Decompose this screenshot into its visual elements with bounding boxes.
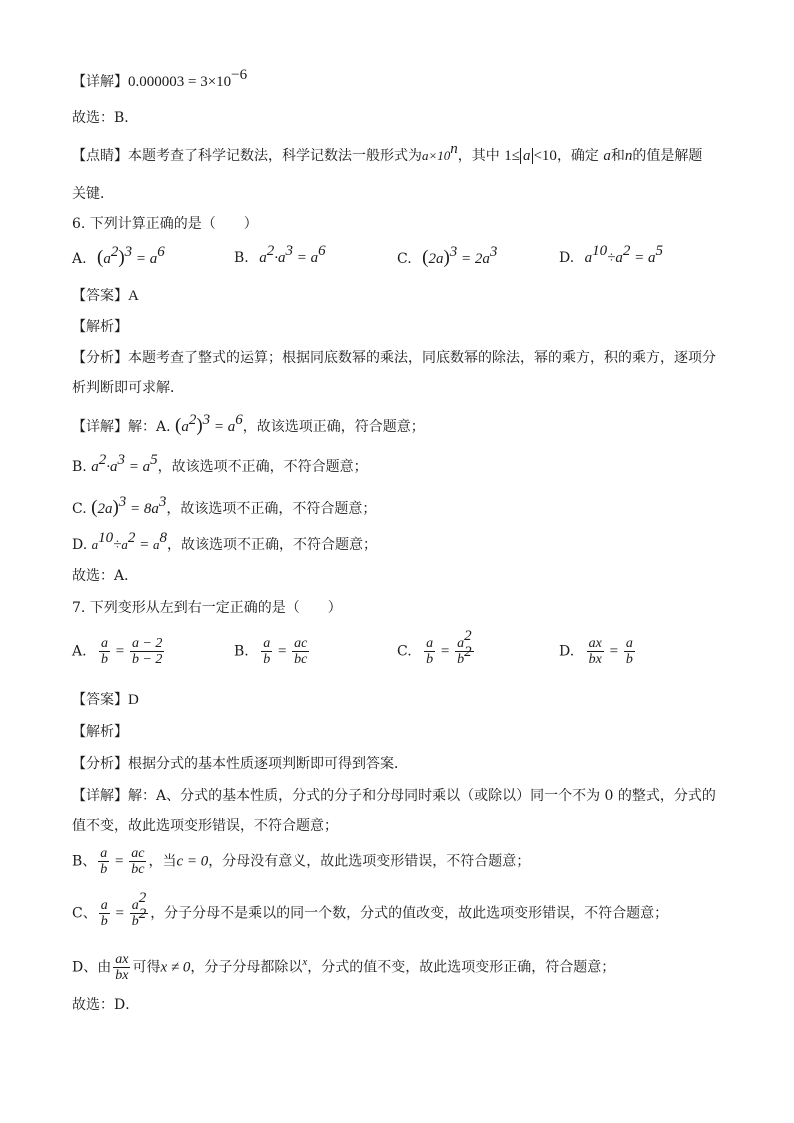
q7-answer: 【答案】D — [72, 692, 139, 708]
point-text: 本题考查了科学记数法，科学记数法一般形式为 — [128, 148, 422, 164]
point-math: <10 — [533, 148, 557, 164]
q5-conclusion: 故选：B． — [72, 110, 139, 126]
point-math: a×10 — [422, 148, 451, 163]
point-text: ，确定 — [556, 148, 599, 164]
option-label: D. — [559, 250, 575, 266]
q7-detail-a-2: 值不变，故此选项变形错误，不符合题意； — [72, 818, 338, 834]
option-label: C. — [397, 251, 412, 267]
q7-detail-c: C、 $\frac{a}{b}$ = $\frac{a^2}{b^2}$ ，分子分母不是乘以的同一个数，分式的值改变，故此选项变形错误，不符合题意； — [72, 890, 669, 929]
q6-analysis-tag: 【解析】 — [72, 319, 128, 335]
q5-point-line — [72, 141, 703, 166]
detail-tag: 【详解】 — [72, 74, 128, 90]
q6-detail-d: D. $a^{10}\div a^2 = a^8$，故该选项不正确，不符合题意； — [72, 530, 377, 553]
q7-detail-b: B、 $\frac{a}{b}$ = $\frac{ac}{bc}$ ，当c = 0，分母没有意义，故此选项变形错误，不符合题意； — [72, 846, 531, 877]
q7-stem: 7. 下列变形从左到右一定正确的是（ ） — [72, 600, 342, 616]
q6-fenxi: 【分析】本题考查了整式的运算；根据同底数幂的乘法，同底数幂的除法，幂的乘方，积的乘方，逐项分 — [72, 350, 716, 366]
q7-conclusion: 故选：D． — [72, 997, 140, 1013]
q6-detail-a: 【详解】解：A. $(a^2)^3 = a^6$，故该选项正确，符合题意； — [72, 412, 425, 436]
point-text: 的值是解题 — [632, 148, 703, 164]
var-a: a — [603, 148, 611, 164]
detail-exponent: −6 — [231, 67, 248, 83]
point-tag: 【点睛】 — [72, 148, 128, 164]
q6-option-b: B. $a^2\cdot a^3 = a^6$ — [234, 243, 326, 266]
point-exponent: n — [450, 141, 458, 157]
q6-detail-b: B. $a^2\cdot a^3 = a^5$，故该选项不正确，不符合题意； — [72, 452, 368, 475]
point-text: 和 — [610, 148, 625, 164]
q6-conclusion: 故选：A． — [72, 568, 139, 584]
point-text: ，其中 — [457, 148, 500, 164]
q6-option-c: C. $(2a)^3 = 2a^3$ — [397, 244, 498, 268]
q7-detail-d: D、由 $\frac{ax}{bx}$ 可得x ≠ 0，分子分母都除以$^x$，分式的值不变，故此选项变形正确，符合题意； — [72, 952, 616, 983]
q7-option-d: D. $\frac{ax}{bx}$ = $\frac{a}{b}$ — [559, 636, 633, 667]
q6-answer: 【答案】A — [72, 288, 139, 304]
abs-value: a — [520, 148, 534, 164]
q7-fenxi: 【分析】根据分式的基本性质逐项判断即可得到答案． — [72, 756, 408, 772]
q5-detail-line — [72, 67, 248, 92]
q7-detail-a: 【详解】解：A、分式的基本性质，分式的分子和分母同时乘以（或除以）同一个不为 0 的整式，分式的 — [72, 788, 716, 804]
var-n: n — [624, 148, 633, 164]
detail-math: 0.000003 = 3×10 — [128, 74, 232, 90]
q7-option-a: A. $\frac{a}{b}$ = $\frac{a - 2}{b - 2}$ — [72, 636, 163, 667]
q7-option-b: B. $\frac{a}{b}$ = $\frac{ac}{bc}$ — [234, 636, 308, 667]
q6-stem: 6. 下列计算正确的是（ ） — [72, 216, 258, 232]
point-math: 1≤ — [504, 148, 520, 164]
option-label: B. — [234, 250, 249, 266]
option-label: A. — [72, 251, 87, 267]
q7-analysis-tag: 【解析】 — [72, 724, 128, 740]
q7-option-c: C. $\frac{a}{b}$ = $\frac{a^2}{b^2}$ — [397, 628, 472, 667]
q6-detail-c: C. $(2a)^3 = 8a^3$，故该选项不正确，不符合题意； — [72, 494, 377, 518]
q6-option-a: A. $(a^2)^3 = a^6$ — [72, 244, 165, 268]
q5-point-line-2: 关键． — [72, 186, 114, 202]
q6-fenxi-2: 析判断即可求解． — [72, 380, 184, 396]
q6-option-d: D. $a^{10}\div a^2 = a^5$ — [559, 243, 663, 266]
